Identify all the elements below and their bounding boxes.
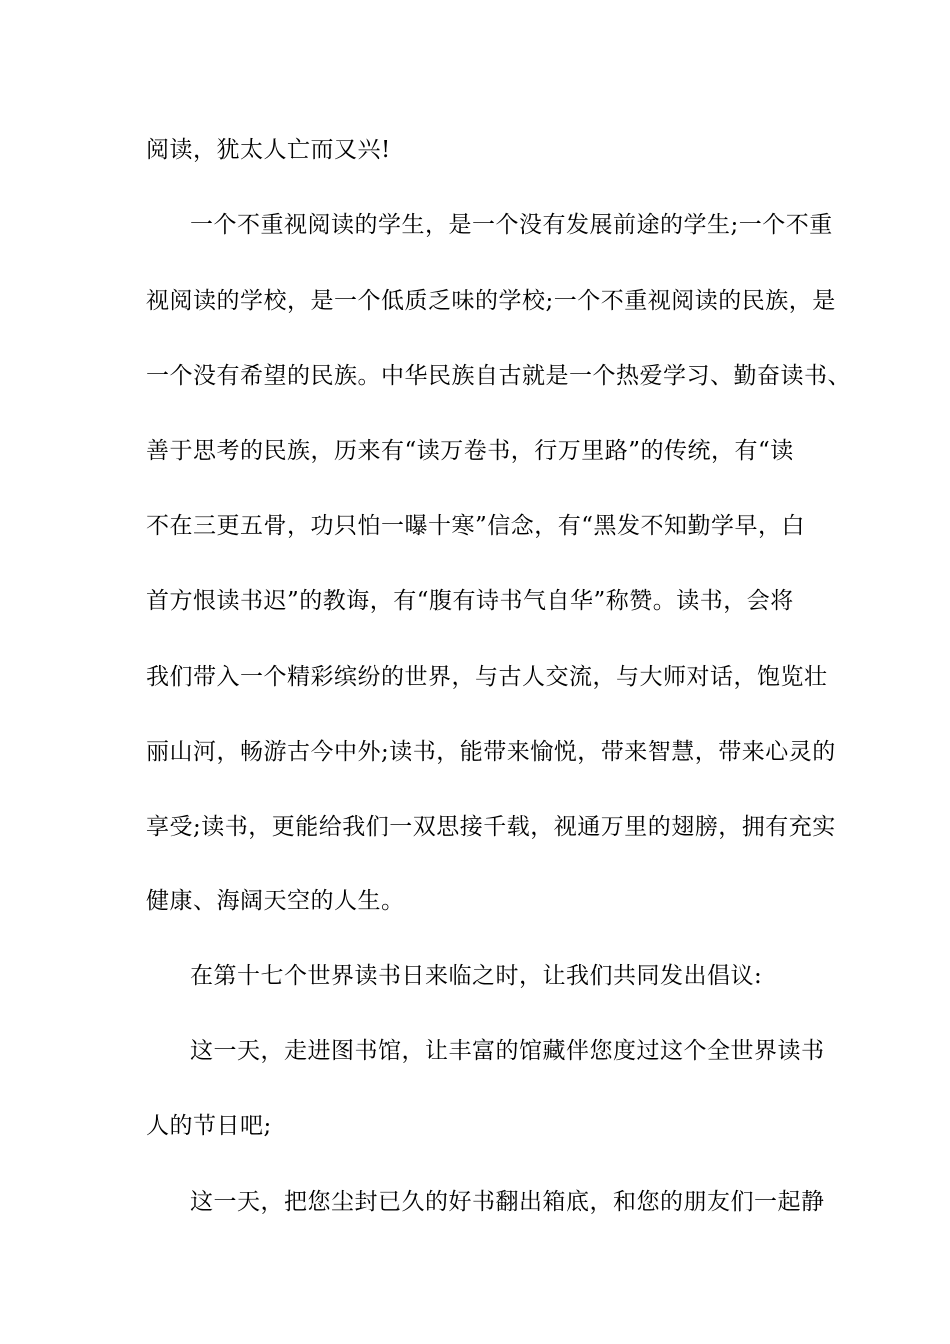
text-line: 丽山河，畅游古今中外;读书，能带来愉悦，带来智慧，带来心灵的 <box>146 739 836 765</box>
text-line: 享受;读书，更能给我们一双思接千载，视通万里的翅膀，拥有充实 <box>146 814 836 840</box>
text-line: 善于思考的民族，历来有“读万卷书，行万里路”的传统，有“读 <box>146 438 794 464</box>
text-line: 阅读，犹太人亡而又兴! <box>146 137 391 163</box>
text-line: 人的节日吧; <box>146 1113 272 1139</box>
text-line: 我们带入一个精彩缤纷的世界，与古人交流，与大师对话，饱览壮 <box>146 664 828 690</box>
text-line: 一个没有希望的民族。中华民族自古就是一个热爱学习、勤奋读书、 <box>146 363 851 389</box>
paragraph-start-line: 这一天，把您尘封已久的好书翻出箱底，和您的朋友们一起静 <box>190 1189 825 1215</box>
paragraph-start-line: 一个不重视阅读的学生，是一个没有发展前途的学生;一个不重 <box>190 212 833 238</box>
text-line: 首方恨读书迟”的教诲，有“腹有诗书气自华”称赞。读书，会将 <box>146 588 794 614</box>
paragraph-start-line: 在第十七个世界读书日来临之时，让我们共同发出倡议: <box>190 963 763 989</box>
text-line: 视阅读的学校，是一个低质乏味的学校;一个不重视阅读的民族，是 <box>146 288 836 314</box>
text-line: 健康、海阔天空的人生。 <box>146 888 405 914</box>
text-line: 不在三更五骨，功只怕一曝十寒”信念，有“黑发不知勤学早，白 <box>146 513 806 539</box>
paragraph-start-line: 这一天，走进图书馆，让丰富的馆藏伴您度过这个全世界读书 <box>190 1038 825 1064</box>
